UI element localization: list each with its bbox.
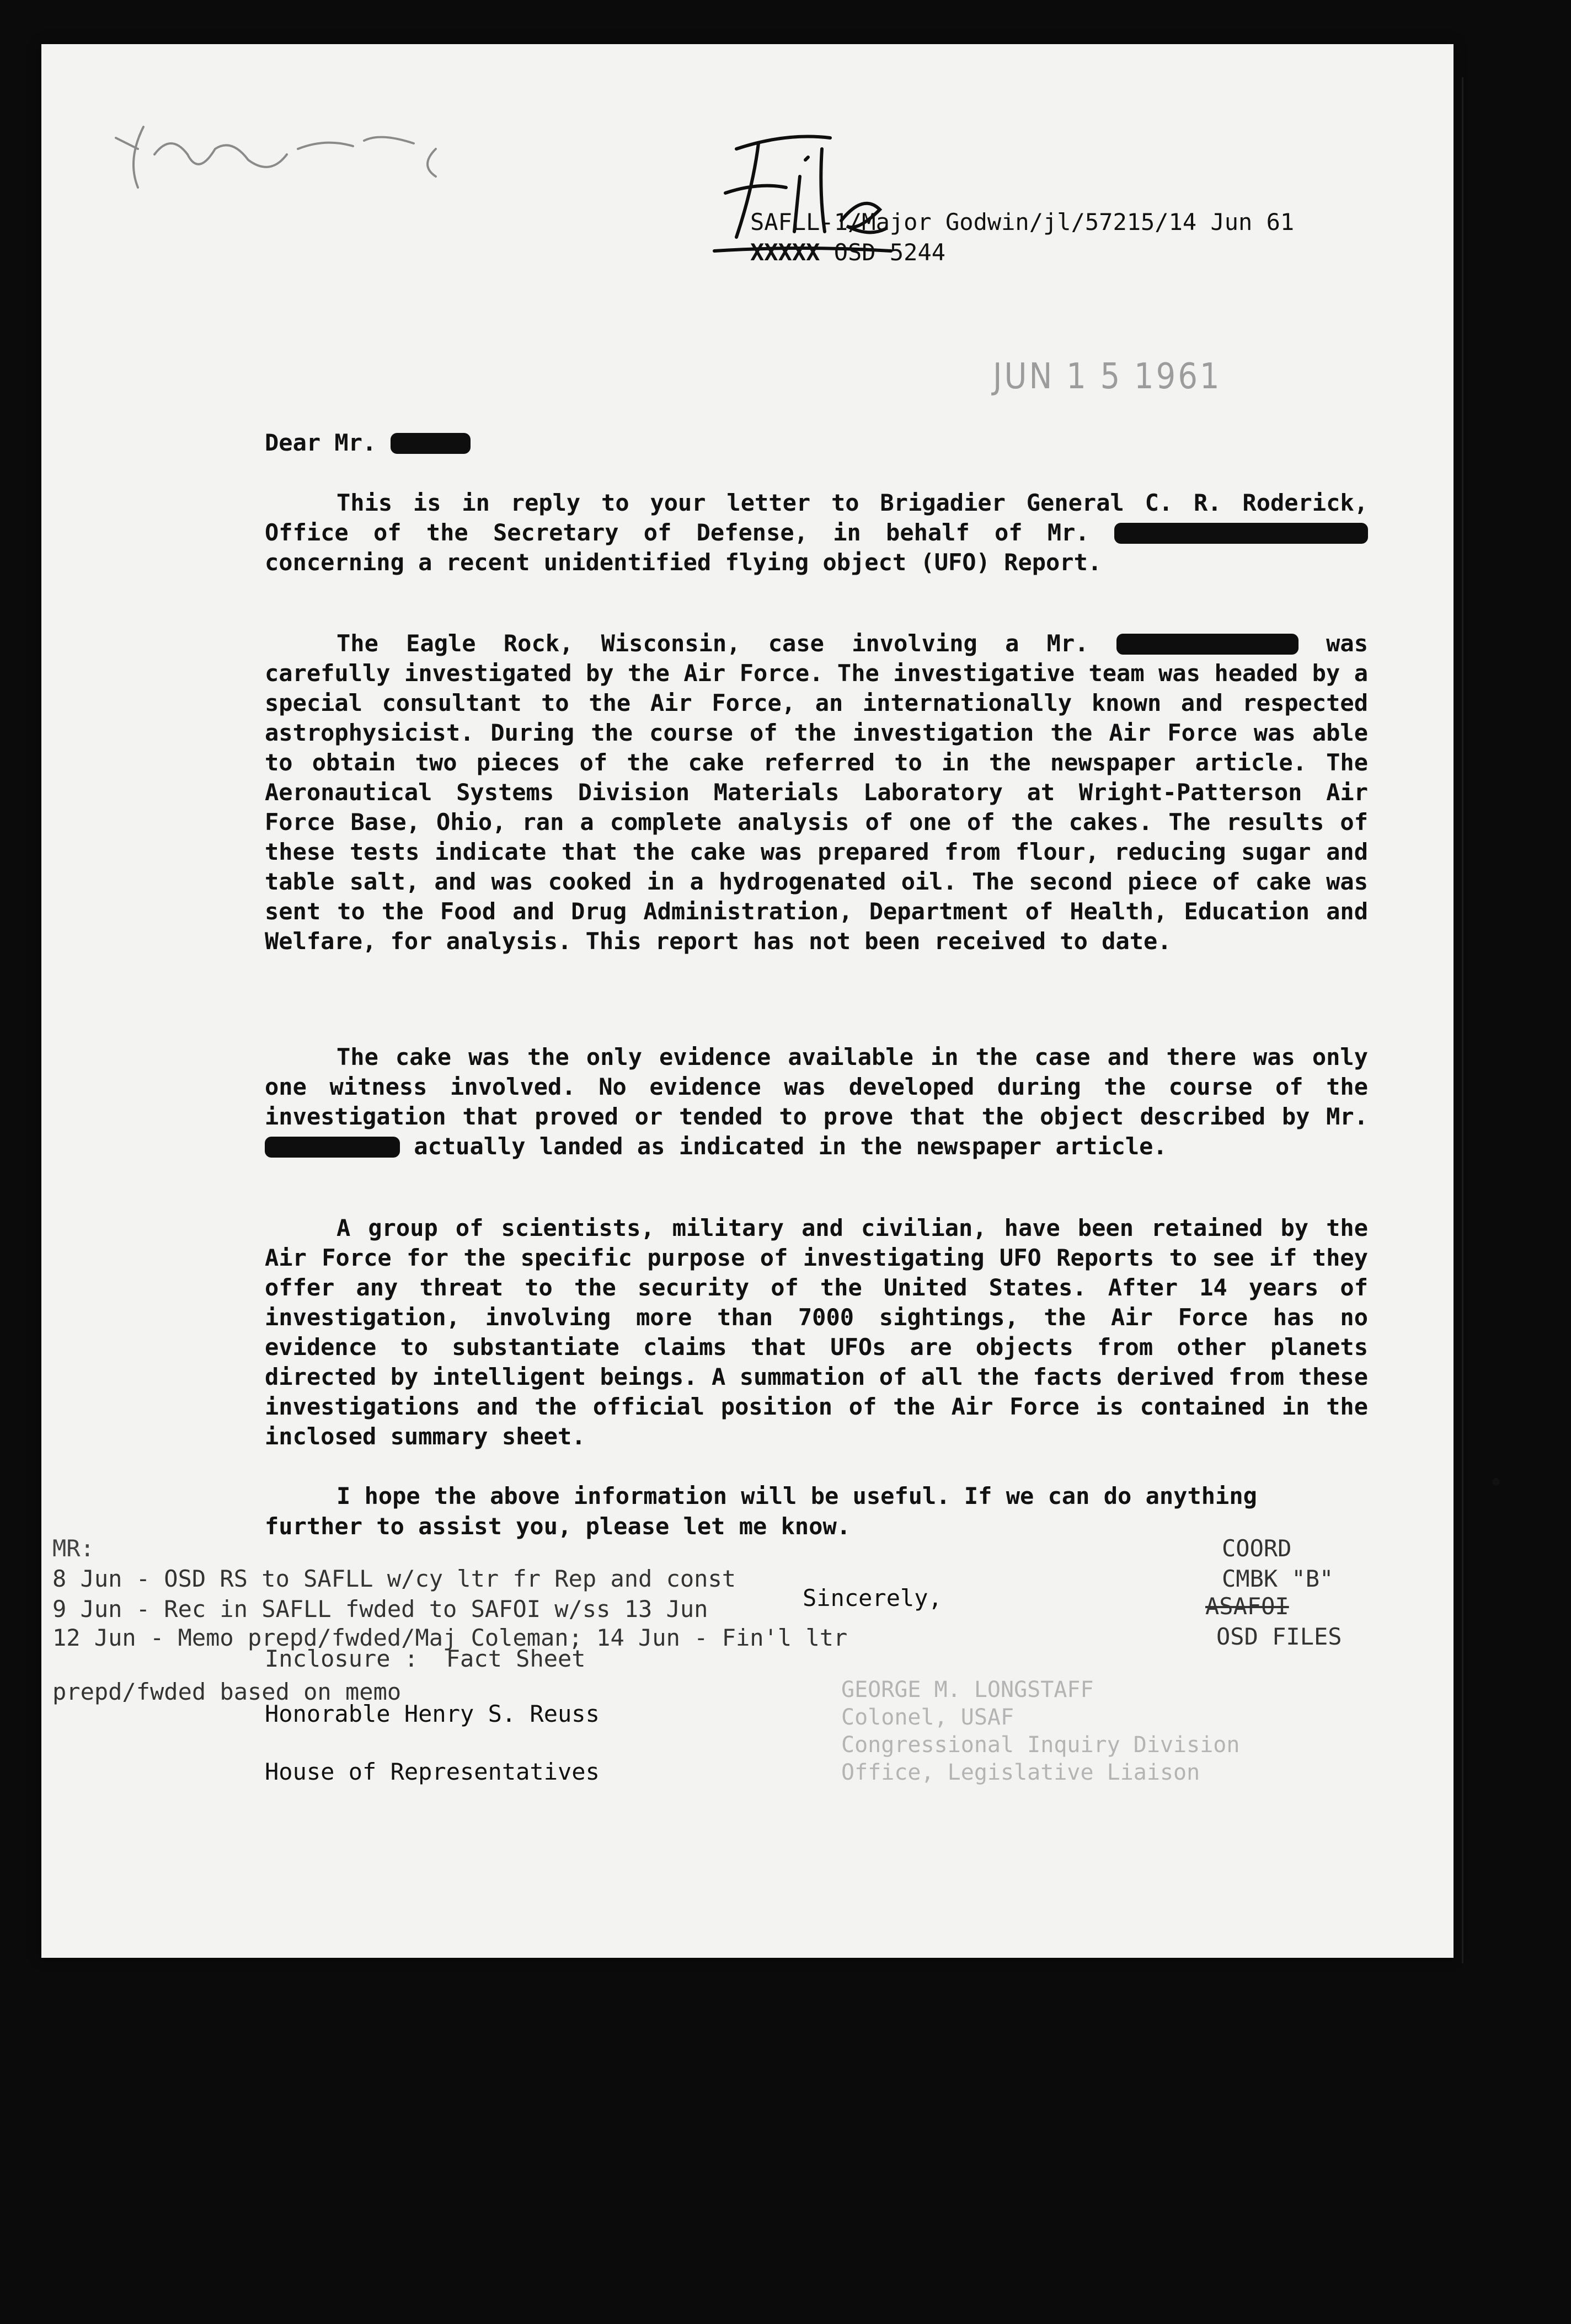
p1-text-b: concerning a recent unidentified flying object (UFO) Report. (265, 549, 1102, 576)
osd-number: OSD 5244 (833, 239, 946, 266)
struck-text: XXXXX (750, 239, 820, 266)
coord-osd-files: OSD FILES (1216, 1623, 1342, 1650)
redaction (391, 433, 471, 454)
memo-line-4: prepd/fwded based on memo (52, 1678, 402, 1705)
memo-label: MR: (52, 1535, 94, 1562)
redaction (1116, 634, 1299, 655)
paragraph-5-line-2: further to assist you, please let me know. (265, 1513, 851, 1540)
coord-cmbk: CMBK "B" (1222, 1565, 1334, 1592)
reference-line-2 (750, 237, 945, 267)
p3-text-b: actually landed as indicated in the newspaper article. (414, 1133, 1167, 1160)
p3-text-a: The cake was the only evidence available in the case and there was only one witness involved. No evidence was developed during the course of the investigation that proved or tended to prove that the object described by Mr. (265, 1043, 1368, 1130)
addressee-name: Honorable Henry S. Reuss (265, 1700, 600, 1727)
inclosure (265, 1643, 586, 1674)
margin-mark (1492, 1478, 1500, 1486)
p1-text-a: This is in reply to your letter to Brigadier General C. R. Roderick, Office of the Secretary of Defense, in behalf of Mr. (265, 489, 1368, 546)
paragraph-4 (265, 1213, 1368, 1452)
closing: Sincerely, (803, 1584, 942, 1611)
salutation-text: Dear Mr. (265, 429, 377, 456)
margin-line (1462, 77, 1463, 1963)
signature-office: Office, Legislative Liaison (841, 1760, 1200, 1785)
addressee-house: House of Representatives (265, 1758, 600, 1785)
memo-line-1: 8 Jun - OSD RS to SAFLL w/cy ltr fr Rep and const (52, 1565, 736, 1592)
paragraph-2 (265, 629, 1368, 956)
inclosure-item: : Fact Sheet (404, 1645, 586, 1672)
redaction (265, 1137, 400, 1158)
paragraph-5-line-1: I hope the above information will be useful. If we can do anything (336, 1482, 1257, 1509)
paragraph-3 (265, 1042, 1368, 1161)
redaction (1114, 523, 1368, 544)
coord-safoi: ASAFOI (1205, 1593, 1289, 1620)
p4-text: A group of scientists, military and civilian, have been retained by the Air Force for the specific purpose of investigating UFO Reports to see if they offer any threat to the security of the United States. After 14 years of investigation, involving more than 7000 sightings, the Air Force has no evidence to substantiate claims that UFOs are objects from other planets directed by intelligent beings. A summation of all the facts derived from these investigations and the official position of the Air Force is contained in the inclosed summary sheet. (265, 1214, 1368, 1450)
paragraph-1 (265, 488, 1368, 577)
memo-line-2: 9 Jun - Rec in SAFLL fwded to SAFOI w/ss 13 Jun (52, 1595, 708, 1622)
signature-rank: Colonel, USAF (841, 1705, 1014, 1730)
signature-division: Congressional Inquiry Division (841, 1732, 1240, 1758)
p2-text-a: The Eagle Rock, Wisconsin, case involving a Mr. (336, 630, 1089, 657)
coord-label: COORD (1222, 1535, 1292, 1562)
handwritten-scribble (105, 116, 458, 193)
inclosure-label: Inclosure (265, 1645, 391, 1672)
signature-name: GEORGE M. LONGSTAFF (841, 1677, 1094, 1702)
document-page (41, 44, 1454, 1958)
date-stamp: JUN 1 5 1961 (993, 356, 1222, 397)
salutation (265, 427, 471, 458)
reference-line: SAFLL-1/Major Godwin/jl/57215/14 Jun 61 (750, 208, 1295, 235)
p2-text-b: was carefully investigated by the Air Force. The investigative team was headed by a special consultant to the Air Force, an internationally known and respected astrophysicist. During the course of the investigation the Air Force was able to obtain two pieces of the cake referred to in the newspaper article. The Aeronautical Systems Division Materials Laboratory at Wright-Patterson Air Force Base, Ohio, ran a complete analysis of one of the cakes. The results of these tests indicate that the cake was prepared from flour, reducing sugar and table salt, and was cooked in a hydrogenated oil. The second piece of cake was sent to the Food and Drug Administration, Department of Health, Education and Welfare, for analysis. This report has not been received to date. (265, 630, 1368, 955)
memo-line-3: 12 Jun - Memo prepd/fwded/Maj Coleman; 14 Jun - Fin'l ltr (52, 1624, 848, 1651)
